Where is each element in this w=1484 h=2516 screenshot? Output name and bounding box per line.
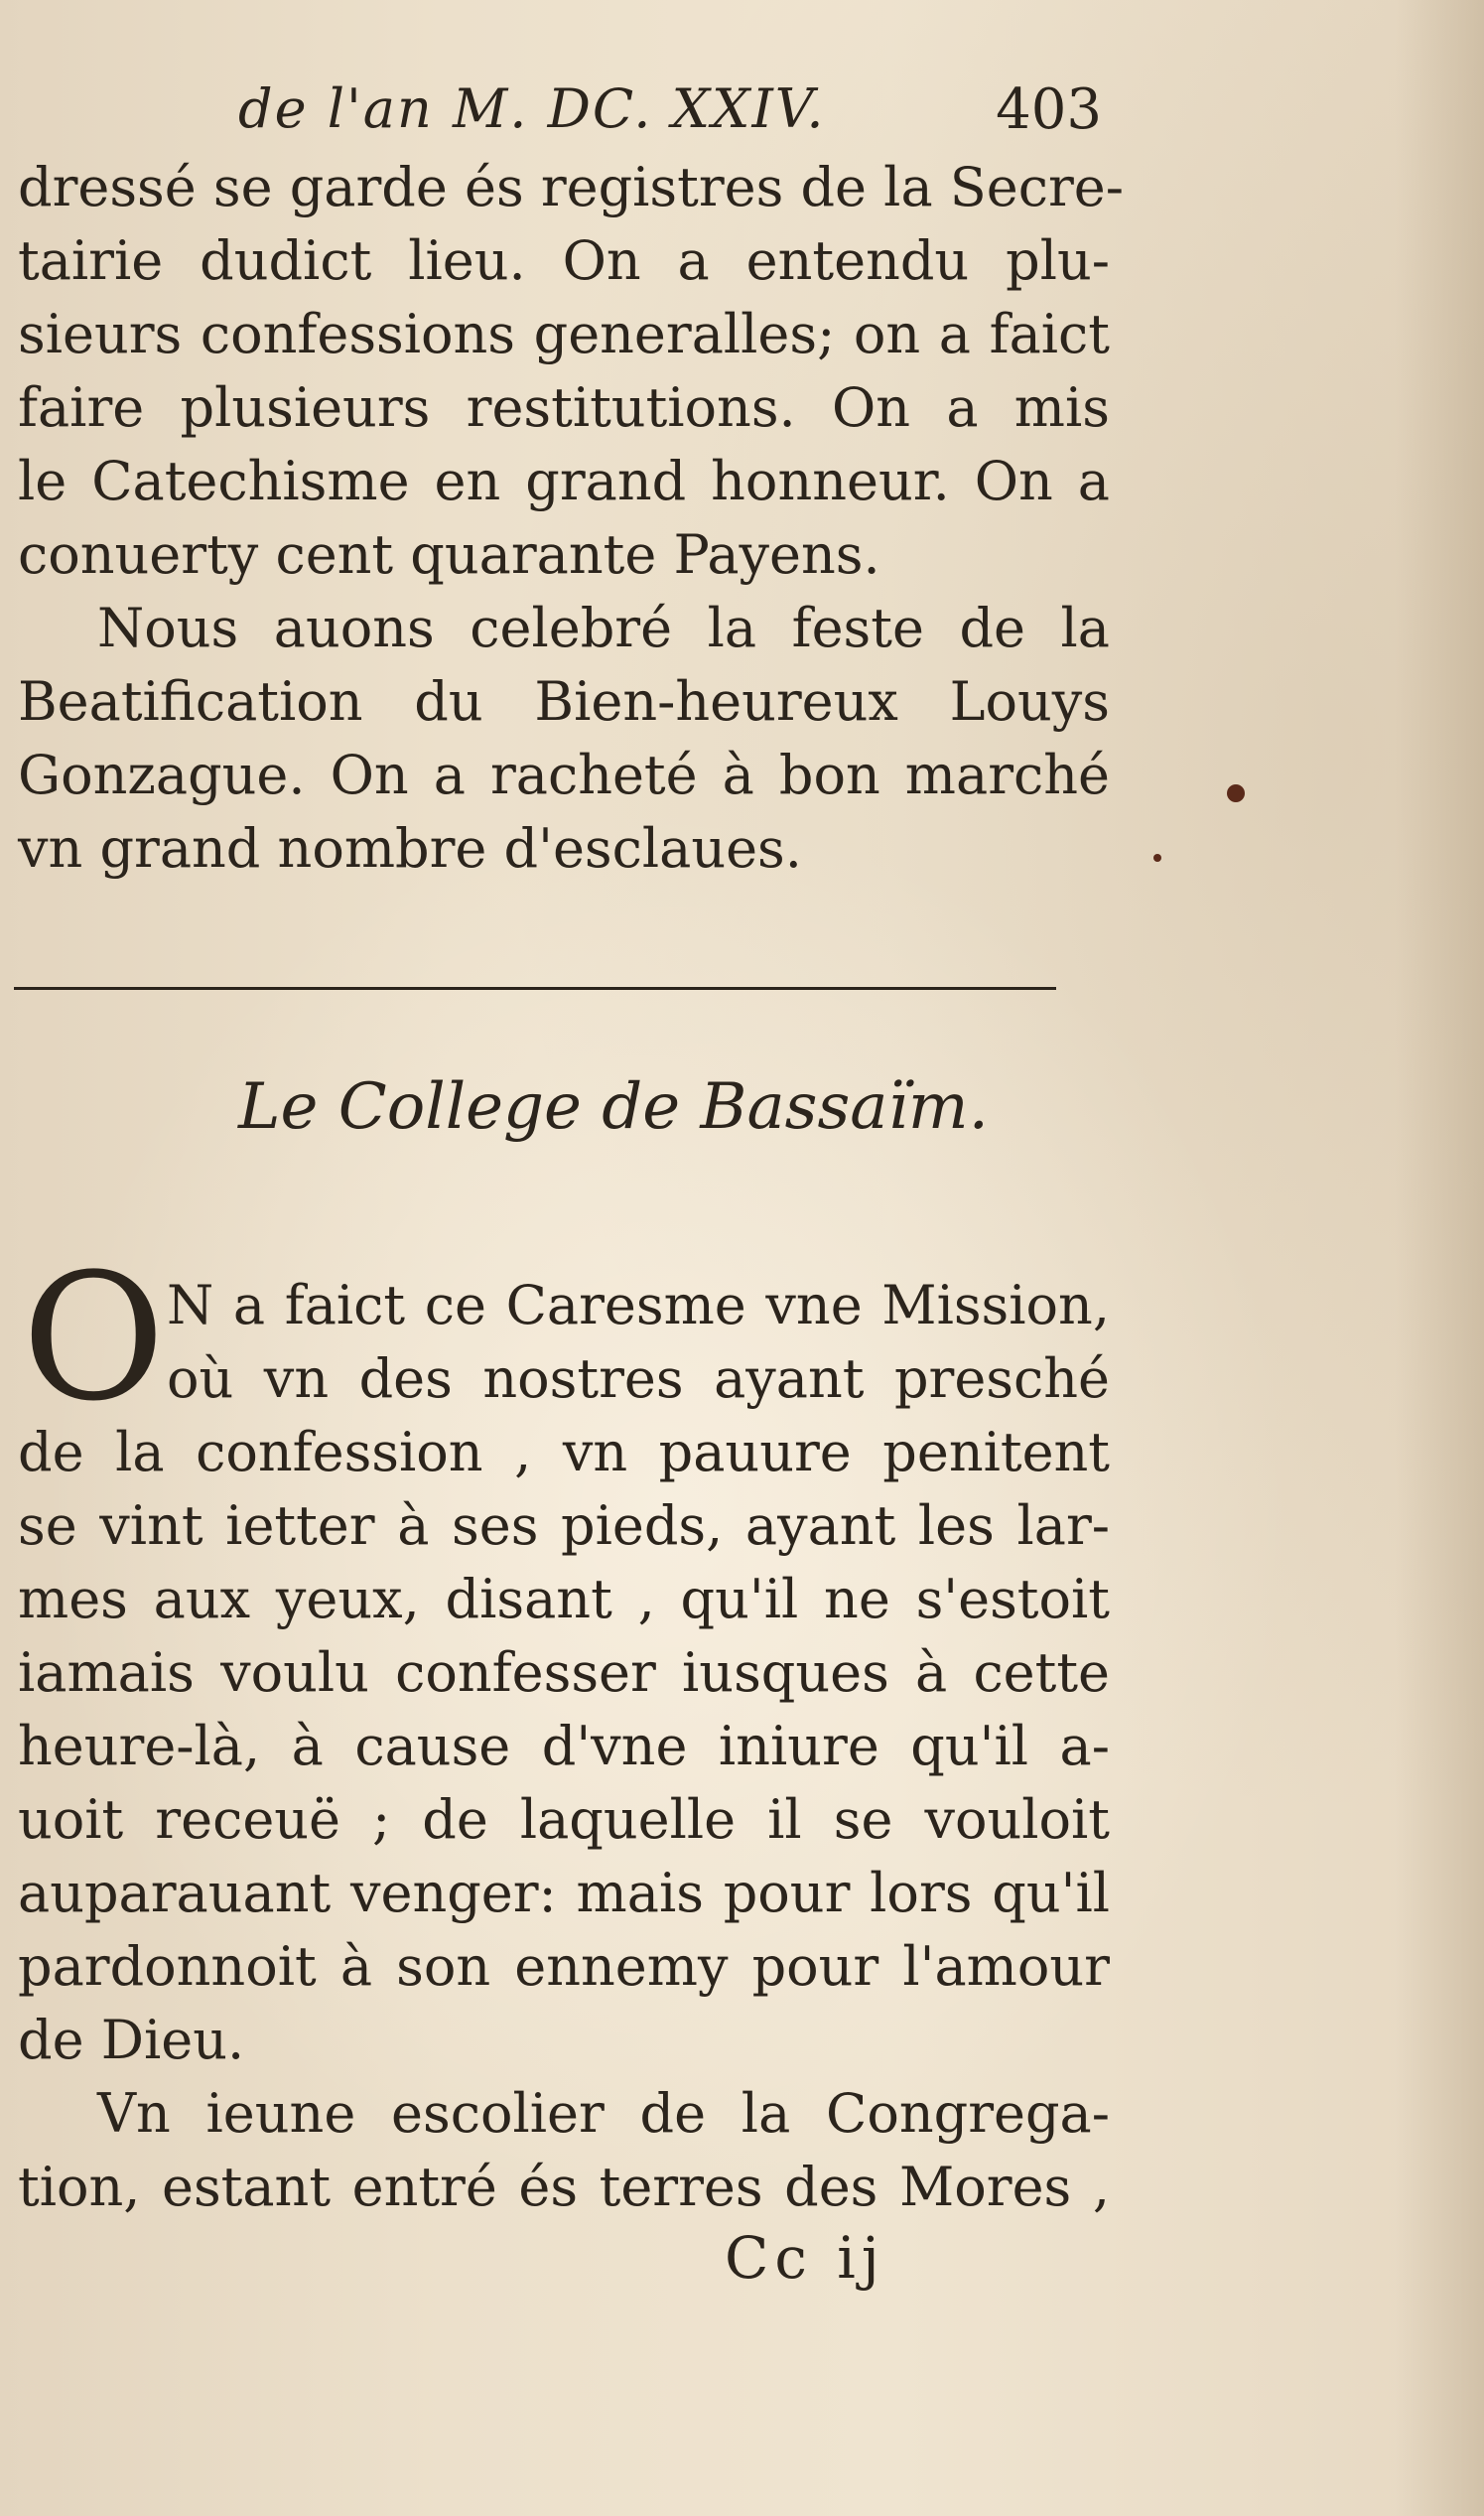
text-line: heure-là, à cause d'vne iniure qu'il a- — [18, 1715, 1110, 1777]
text-line: iamais voulu confesser iusques à cette — [18, 1641, 1110, 1704]
text-line: vn grand nombre d'esclaues. — [18, 817, 802, 880]
text-line: de la confession , vn pauure penitent — [18, 1421, 1110, 1483]
text-line: auparauant venger: mais pour lors qu'il — [18, 1862, 1110, 1924]
text-line: où vn des nostres ayant presché — [167, 1347, 1110, 1410]
ink-spot — [1153, 854, 1161, 862]
text-line: Vn ieune escolier de la Congrega- — [97, 2082, 1110, 2145]
text-line: tion, estant entré és terres des Mores , — [18, 2156, 1110, 2218]
page-header — [238, 77, 1102, 157]
text-line: tairie dudict lieu. On a entendu plu- — [18, 229, 1110, 292]
text-line: Nous auons celebré la feste de la — [97, 597, 1110, 659]
section-title: Le College de Bassaïm. — [238, 1070, 989, 1144]
section-divider-rule — [14, 987, 1056, 990]
text-line: N a faict ce Caresme vne Mission, — [167, 1274, 1110, 1336]
text-line: Beatification du Bien-heureux Louys — [18, 670, 1110, 733]
text-line: sieurs confessions generalles; on a faict — [18, 303, 1110, 365]
text-line: se vint ietter à ses pieds, ayant les lar- — [18, 1494, 1110, 1557]
text-line: mes aux yeux, disant , qu'il ne s'estoit — [18, 1568, 1110, 1630]
ink-spot — [1227, 784, 1245, 802]
drop-cap: O — [22, 1236, 166, 1440]
text-line: faire plusieurs restitutions. On a mis — [18, 376, 1110, 439]
paragraph-3 — [18, 1269, 1110, 2224]
page-number: 403 — [996, 77, 1102, 142]
running-title: de l'an M. DC. XXIV. — [238, 77, 826, 140]
paragraph-2 — [18, 592, 1110, 886]
text-line: Gonzague. On a racheté à bon marché — [18, 744, 1110, 806]
text-line: le Catechisme en grand honneur. On a — [18, 450, 1110, 512]
signature-mark: Cc ij — [725, 2224, 885, 2292]
paragraph-1 — [18, 151, 1125, 592]
page-gutter-shadow — [1395, 0, 1484, 2516]
text-line: pardonnoit à son ennemy pour l'amour — [18, 1935, 1110, 1998]
text-line: dressé se garde és registres de la Secre- — [18, 156, 1125, 218]
text-line: de Dieu. — [18, 2009, 245, 2071]
text-line: conuerty cent quarante Payens. — [18, 523, 880, 586]
text-line: uoit receuë ; de laquelle il se vouloit — [18, 1788, 1110, 1851]
